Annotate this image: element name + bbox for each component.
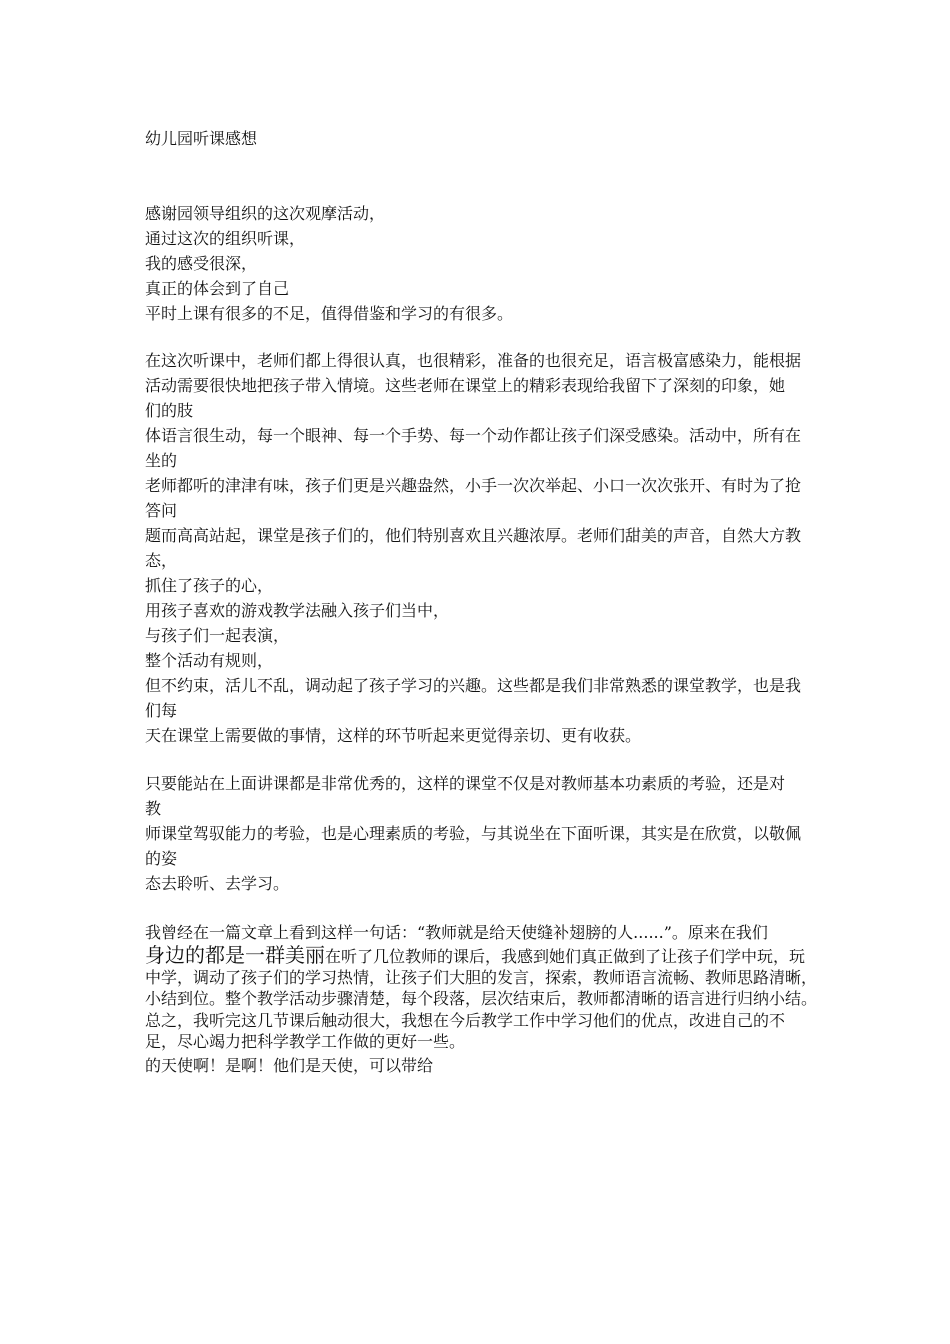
- text-line: 与孩子们一起表演，: [145, 626, 290, 645]
- text-line: 教: [145, 799, 162, 818]
- text-line: 们的肢: [145, 401, 194, 420]
- text-line-mixed: [145, 945, 817, 967]
- text-line: 小结到位。整个教学活动步骤清楚，每个段落，层次结束后，教师都清晰的语言进行归纳小结。: [145, 989, 818, 1008]
- text-line: 体语言很生动，每一个眼神、每一个手势、每一个动作都让孩子们深受感染。活动中，所有在: [145, 426, 802, 445]
- text-line: 我的感受很深，: [145, 254, 258, 273]
- text-span: 在听了几位教师的课后，我感到她们真正做到了让孩子们学中玩，玩: [325, 947, 806, 966]
- text-line: 老师都听的津津有味，孩子们更是兴趣盎然，小手一次次举起、小口一次次张开、有时为了抢: [145, 476, 802, 495]
- paragraph-praise: [145, 771, 817, 896]
- text-line: 抓住了孩子的心，: [145, 576, 274, 595]
- text-line: 用孩子喜欢的游戏教学法融入孩子们当中，: [145, 601, 450, 620]
- document-title: 幼儿园听课感想: [145, 129, 258, 148]
- text-line: 足，尽心竭力把科学教学工作做的更好一些。: [145, 1032, 466, 1051]
- text-line: 感谢园领导组织的这次观摩活动，: [145, 204, 386, 223]
- text-line: 师课堂驾驭能力的考验，也是心理素质的考验，与其说坐在下面听课，其实是在欣赏，以敬佩: [145, 824, 802, 843]
- text-line: 真正的体会到了自己: [145, 279, 290, 298]
- text-line: 但不约束，活儿不乱，调动起了孩子学习的兴趣。这些都是我们非常熟悉的课堂教学，也是我: [145, 676, 802, 695]
- text-line: 整个活动有规则，: [145, 651, 274, 670]
- text-line: 题而高高站起，课堂是孩子们的，他们特别喜欢且兴趣浓厚。老师们甜美的声音，自然大方教: [145, 526, 802, 545]
- text-line: 中学，调动了孩子们的学习热情，让孩子们大胆的发言，探索，教师语言流畅、教师思路清晰，: [145, 967, 818, 987]
- text-line: 答问: [145, 501, 178, 520]
- text-line: 我曾经在一篇文章上看到这样一句话：“教师就是给天使缝补翅膀的人......”。原来在我们: [145, 923, 768, 942]
- text-line: 总之，我听完这几节课后触动很大，我想在今后教学工作中学习他们的优点，改进自己的不: [145, 1010, 786, 1030]
- text-line: 活动需要很快地把孩子带入情境。这些老师在课堂上的精彩表现给我留下了深刻的印象，她: [145, 376, 786, 395]
- text-line: 平时上课有很多的不足，值得借鉴和学习的有很多。: [145, 304, 514, 323]
- emphasized-text: 身边的都是一群美丽: [145, 943, 325, 967]
- text-line: 在这次听课中，老师们都上得很认真，也很精彩，准备的也很充足，语言极富感染力，能根据: [145, 351, 802, 370]
- text-line: 们每: [145, 701, 178, 720]
- text-line: 坐的: [145, 451, 178, 470]
- paragraph-observation: [145, 348, 817, 748]
- text-line: 只要能站在上面讲课都是非常优秀的，这样的课堂不仅是对教师基本功素质的考验，还是对: [145, 774, 786, 793]
- text-line: 态，: [145, 551, 178, 570]
- paragraph-thanks: [145, 201, 817, 326]
- text-line: 的姿: [145, 849, 178, 868]
- paragraph-angels: [145, 920, 817, 1078]
- text-line: 通过这次的组织听课，: [145, 229, 306, 248]
- text-line: 天在课堂上需要做的事情，这样的环节听起来更觉得亲切、更有收获。: [145, 726, 642, 745]
- text-line: 态去聆听、去学习。: [145, 874, 290, 893]
- text-line: 的天使啊！是啊！他们是天使，可以带给: [145, 1055, 434, 1075]
